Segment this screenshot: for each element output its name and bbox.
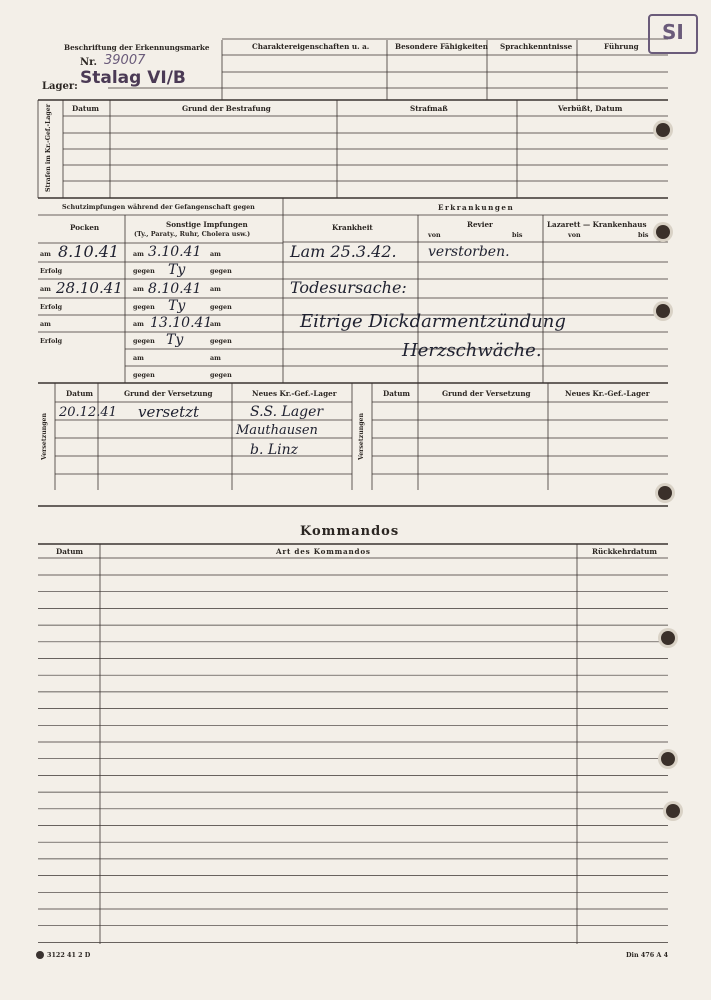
punch-hole-icon — [658, 486, 672, 500]
sonstige-r-am-4: am — [210, 354, 221, 362]
col-lazarett: Lazarett — Krankenhaus — [547, 220, 647, 229]
strafen-col-grund: Grund der Bestrafung — [182, 104, 271, 113]
sonstige-gegen-val-1: Ty — [168, 262, 186, 278]
sonstige-date-1: 3.10.41 — [148, 244, 202, 260]
col-charakter: Charaktereigenschaften u. a. — [252, 42, 370, 51]
versetzungen-side-label-right: Versetzungen — [358, 413, 365, 460]
kommandos-col-datum: Datum — [56, 547, 84, 556]
printer-mark-icon — [36, 951, 44, 959]
col-sonstige: Sonstige Impfungen — [166, 220, 248, 229]
erkennungsmarke-label: Beschriftung der Erkennungsmarke — [64, 43, 210, 52]
sonstige-gegen-val-2: Ty — [168, 298, 186, 314]
vers-neues-value-1: S.S. Lager — [250, 404, 324, 420]
revier-von: von — [428, 231, 441, 239]
sonstige-am-3: am — [133, 320, 144, 328]
col-revier: Revier — [467, 220, 493, 229]
col-krankheit: Krankheit — [332, 223, 373, 232]
pocken-erfolg-1: Erfolg — [40, 267, 63, 275]
strafen-col-datum: Datum — [72, 104, 100, 113]
kommandos-col-rueckkehr: Rückkehrdatum — [592, 547, 657, 556]
sonstige-gegen-1: gegen — [133, 267, 155, 275]
nr-value: 39007 — [104, 53, 146, 68]
krankheit-entry-3: Eitrige Dickdarmentzündung — [300, 311, 566, 332]
corner-stamp: SI — [662, 20, 684, 44]
vers-col-grund-right: Grund der Versetzung — [442, 389, 531, 398]
sonstige-r-gegen-4: gegen — [210, 371, 232, 379]
versetzungen-side-label-left: Versetzungen — [41, 413, 48, 460]
sonstige-r-am-1: am — [210, 250, 221, 258]
punch-hole-icon — [666, 804, 680, 818]
punch-hole-icon — [661, 631, 675, 645]
punch-hole-icon — [661, 752, 675, 766]
punch-hole-icon — [656, 304, 670, 318]
krankheit-entry-2: Todesursache: — [290, 278, 407, 297]
col-sprachen: Sprachkenntnisse — [500, 42, 573, 51]
strafen-side-label: Strafen im Kr.-Gef.-Lager — [45, 104, 52, 192]
revier-bis: bis — [512, 231, 523, 239]
krankheit-entry-1: Lam 25.3.42. — [290, 242, 397, 261]
punch-hole-icon — [656, 225, 670, 239]
sonstige-r-gegen-1: gegen — [210, 267, 232, 275]
sonstige-date-3: 13.10.41 — [150, 315, 213, 331]
punch-hole-icon — [656, 123, 670, 137]
vers-col-neues-right: Neues Kr.-Gef.-Lager — [565, 389, 650, 398]
vers-col-grund-left: Grund der Versetzung — [124, 389, 213, 398]
kommandos-title: Kommandos — [300, 524, 400, 539]
pocken-am-1: am — [40, 250, 51, 258]
sonstige-am-2: am — [133, 285, 144, 293]
nr-label: Nr. — [80, 57, 97, 68]
col-faehigkeiten: Besondere Fähigkeiten — [395, 42, 488, 51]
impfungen-title: Schutzimpfungen während der Gefangenschaft gegen — [62, 203, 255, 211]
vers-neues-value-3: b. Linz — [250, 442, 299, 458]
pocken-am-3: am — [40, 320, 51, 328]
sonstige-r-gegen-3: gegen — [210, 337, 232, 345]
col-fuehrung: Führung — [604, 42, 639, 51]
sonstige-gegen-4: gegen — [133, 371, 155, 379]
krankheit-entry-1b: verstorben. — [428, 244, 510, 260]
strafen-col-verbuesst: Verbüßt, Datum — [558, 104, 623, 113]
sonstige-date-2: 8.10.41 — [148, 281, 202, 297]
sonstige-r-am-3: am — [210, 320, 221, 328]
sonstige-gegen-val-3: Ty — [166, 332, 184, 348]
lazarett-von: von — [568, 231, 581, 239]
pocken-date-2: 28.10.41 — [56, 279, 123, 297]
sonstige-r-gegen-2: gegen — [210, 303, 232, 311]
vers-col-datum-right: Datum — [383, 389, 411, 398]
krankheit-entry-4: Herzschwäche. — [402, 340, 542, 361]
col-pocken: Pocken — [70, 223, 100, 232]
kommandos-col-art: Art des Kommandos — [276, 547, 371, 556]
col-sonstige-sub: (Ty., Paraty., Ruhr, Cholera usw.) — [134, 230, 251, 238]
print-code: 3122 41 2 D — [47, 951, 91, 959]
sonstige-am-4: am — [133, 354, 144, 362]
vers-datum-value: 20.12.41 — [59, 405, 117, 420]
lager-stamp: Stalag VI/B — [80, 68, 186, 88]
vers-col-datum-left: Datum — [66, 389, 94, 398]
pocken-am-2: am — [40, 285, 51, 293]
pocken-erfolg-3: Erfolg — [40, 337, 63, 345]
sonstige-gegen-3: gegen — [133, 337, 155, 345]
pocken-date-1: 8.10.41 — [58, 242, 120, 261]
sonstige-am-1: am — [133, 250, 144, 258]
vers-col-neues-left: Neues Kr.-Gef.-Lager — [252, 389, 337, 398]
vers-grund-value: versetzt — [138, 403, 200, 421]
lazarett-bis: bis — [638, 231, 649, 239]
vers-neues-value-2: Mauthausen — [236, 423, 318, 438]
strafen-col-strafmass: Strafmaß — [410, 104, 448, 113]
sonstige-gegen-2: gegen — [133, 303, 155, 311]
pocken-erfolg-2: Erfolg — [40, 303, 63, 311]
sonstige-r-am-2: am — [210, 285, 221, 293]
din-code: Din 476 A 4 — [626, 951, 669, 959]
lager-label: Lager: — [42, 81, 78, 92]
erkrankungen-title: Erkrankungen — [438, 203, 515, 212]
